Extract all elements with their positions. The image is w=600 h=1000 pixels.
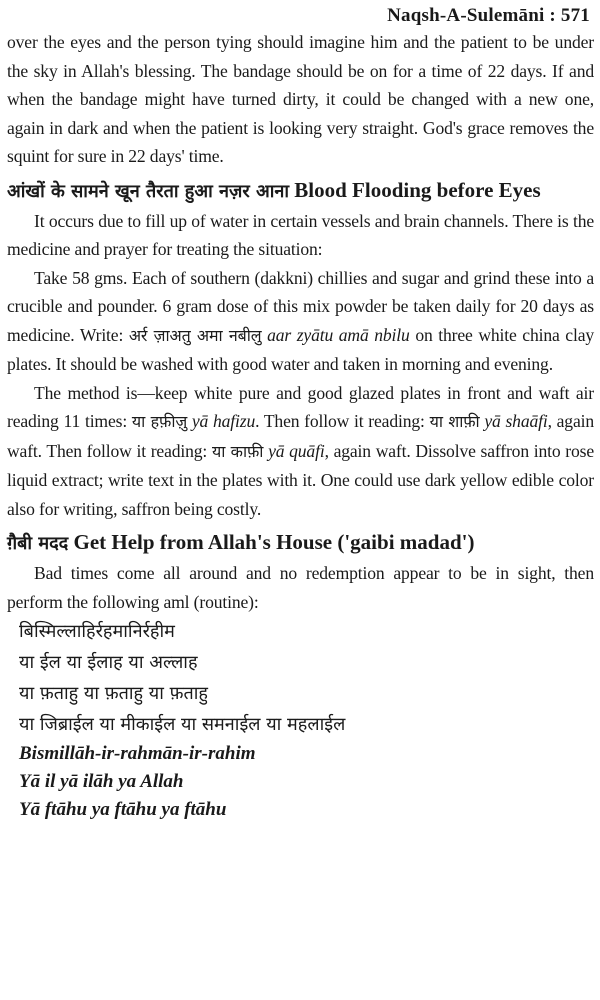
verse-hindi: या फ़ताहु या फ़ताहु या फ़ताहु (19, 683, 208, 704)
verse-transliteration: Yā il yā ilāh ya Allah (19, 771, 184, 792)
verse-hindi: या जिब्राईल या मीकाईल या समनाईल या महलाईल (19, 714, 346, 735)
hindi-phrase: अर्र ज़ाअतु अमा नबीलु (128, 325, 262, 345)
verse-transliteration: Bismillāh-ir-rahmān-ir-rahim (19, 743, 256, 764)
paragraph-squint-end: over the eyes and the person tying should imagine him and the patient to be under the sky in Allah's blessing. The bandage should be on for a time of 22 days. If and when the bandage might have turned dirty, it could be changed with a new one, again in dark and when the patient is looking very straight. God's grace removes the squint for sure in 22 days' time. (7, 32, 594, 166)
paragraph-medicine (7, 264, 594, 379)
text-run: The method is—keep white pure and good glazed plates in front and waft air reading 11 times: (7, 382, 594, 431)
paragraph-method (7, 379, 594, 524)
heading-english: Blood Flooding before Eyes (294, 177, 541, 202)
heading-english: Get Help from Allah's House ('gaibi madad') (73, 530, 475, 554)
hindi-phrase: या शाफ़ी (429, 412, 480, 431)
text-run: , again waft. Dissolve saffron into rose liquid extract; write text in the plates with it. One could use dark yellow edible color also for writing, saffron being costly. (7, 440, 594, 519)
heading-hindi: आंखों के सामने खून तैरता हुआ नज़र आना (7, 180, 290, 202)
text-run: . Then follow it reading: (255, 411, 430, 431)
verse-hindi: या ईल या ईलाह या अल्लाह (19, 652, 198, 673)
running-head: Naqsh-A-Sulemāni : 571 (387, 5, 590, 26)
paragraph-cause: It occurs due to fill up of water in certain vessels and brain channels. There is the medicine and prayer for treating the situation: (7, 210, 594, 259)
text-run: on three white china clay plates. It should be washed with good water and taken in morning and evening. (7, 324, 595, 374)
section-heading-gaibi-madad (7, 528, 594, 558)
hindi-phrase: या काफ़ी (211, 441, 264, 461)
transliteration: yā hafizu (191, 411, 256, 431)
transliteration: yā quāfi (268, 440, 325, 461)
verse-hindi: बिस्मिल्लाहिर्रहमानिर्रहीम (19, 621, 175, 642)
transliteration: yā shaāfi (484, 411, 548, 431)
text-run: Take 58 gms. Each of southern (dakkni) chillies and sugar and grind these into a crucible and pounder. 6 gram dose of this mix powder be taken daily for 20 days as medicine. Write: (7, 267, 594, 345)
text-run: , again waft. Then follow it reading: (7, 411, 594, 461)
paragraph-bad-times: Bad times come all around and no redemption appear to be in sight, then perform the following aml (routine): (7, 563, 594, 612)
transliteration: aar zyātu amā nbilu (267, 324, 410, 345)
hindi-phrase: या हफ़ीज़ु (131, 412, 188, 431)
section-heading-blood-flooding (7, 176, 594, 206)
heading-hindi: ग़ैबी मदद (7, 533, 69, 554)
verse-transliteration: Yā ftāhu ya ftāhu ya ftāhu (19, 799, 227, 820)
